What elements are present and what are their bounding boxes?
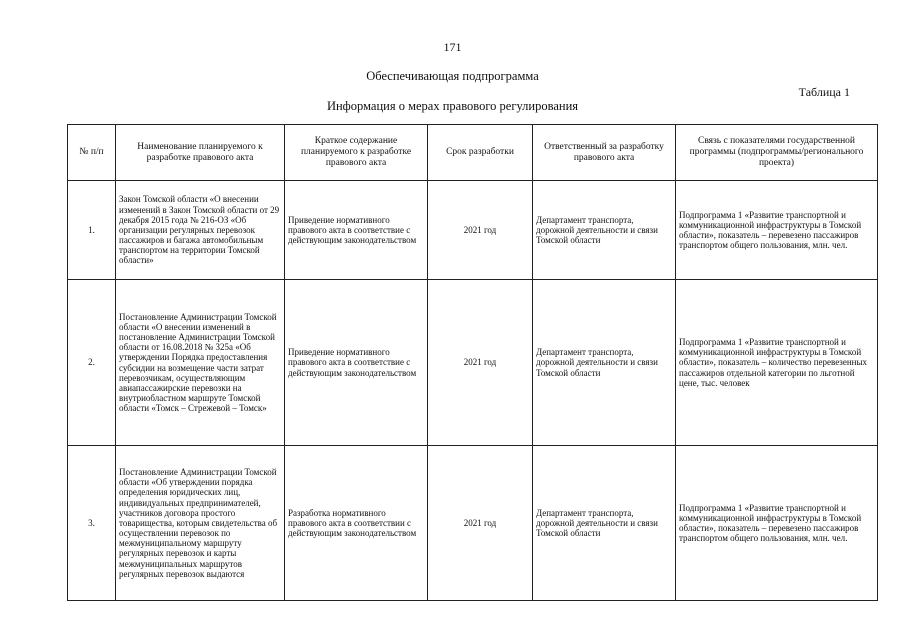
act-name-cell: Постановление Администрации Томской области «Об утверждении порядка определения юридических лиц, индивидуальных предпринимателей, участников договора простого товарищества, которым свидетельства об осуществлении перевозок по межмуниципальному маршруту регулярных перевозок и карты межмуниципальных маршрутов регулярных перевозок выдаются xyxy=(116,446,285,601)
responsible-cell: Департамент транспорта, дорожной деятельности и связи Томской области xyxy=(533,446,676,601)
table-label: Таблица 1 xyxy=(798,85,850,99)
header-responsible: Ответственный за разработку правового акта xyxy=(533,125,676,181)
row-number: 3. xyxy=(68,446,116,601)
summary-cell: Приведение нормативного правового акта в соответствие с действующим законодательством xyxy=(285,181,428,280)
indicator-link-cell: Подпрограмма 1 «Развитие транспортной и коммуникационной инфраструктуры в Томской области», показатель – перевезено пассажиров транспортом общего пользования, млн. чел. xyxy=(676,446,878,601)
header-indicator-link: Связь с показателями государственной программы (подпрограммы/регионального проекта) xyxy=(676,125,878,181)
act-name-cell: Закон Томской области «О внесении изменений в Закон Томской области от 29 декабря 2015 года № 216-ОЗ «Об организации регулярных перевозок пассажиров и багажа автомобильным транспортом на территории Томской области» xyxy=(116,181,285,280)
table-title: Информация о мерах правового регулирования xyxy=(326,99,579,113)
page-number: 171 xyxy=(443,40,462,54)
term-cell: 2021 год xyxy=(428,181,533,280)
term-cell: 2021 год xyxy=(428,280,533,446)
indicator-link-cell: Подпрограмма 1 «Развитие транспортной и коммуникационной инфраструктуры в Томской области», показатель – перевезено пассажиров транспортом общего пользования, млн. чел. xyxy=(676,181,878,280)
document-title: Обеспечивающая подпрограмма xyxy=(366,69,539,83)
responsible-cell: Департамент транспорта, дорожной деятельности и связи Томской области xyxy=(533,280,676,446)
summary-cell: Разработка нормативного правового акта в соответствии с действующим законодательством xyxy=(285,446,428,601)
term-cell: 2021 год xyxy=(428,446,533,601)
header-number: № п/п xyxy=(68,125,116,181)
header-summary: Краткое содержание планируемого к разработке правового акта xyxy=(285,125,428,181)
measures-table xyxy=(67,124,878,601)
indicator-link-cell: Подпрограмма 1 «Развитие транспортной и коммуникационной инфраструктуры в Томской области», показатель – количество перевезенных пассажиров отдельной категории по льготной цене, тыс. человек xyxy=(676,280,878,446)
table-row xyxy=(68,280,878,446)
summary-cell: Приведение нормативного правового акта в соответствие с действующим законодательством xyxy=(285,280,428,446)
table-header-row xyxy=(68,125,878,181)
header-act-name: Наименование планируемого к разработке правового акта xyxy=(116,125,285,181)
act-name-cell: Постановление Администрации Томской области «О внесении изменений в постановление Администрации Томской области от 16.08.2018 № 325а «Об утверждении Порядка предоставления субсидии на возмещение части затрат перевозчикам, осуществляющим авиапассажирские перевозки на внутриобластном маршруте Томской области «Томск – Стрежевой – Томск» xyxy=(116,280,285,446)
row-number: 1. xyxy=(68,181,116,280)
table-row xyxy=(68,446,878,601)
row-number: 2. xyxy=(68,280,116,446)
header-term: Срок разработки xyxy=(428,125,533,181)
table-row xyxy=(68,181,878,280)
responsible-cell: Департамент транспорта, дорожной деятельности и связи Томской области xyxy=(533,181,676,280)
